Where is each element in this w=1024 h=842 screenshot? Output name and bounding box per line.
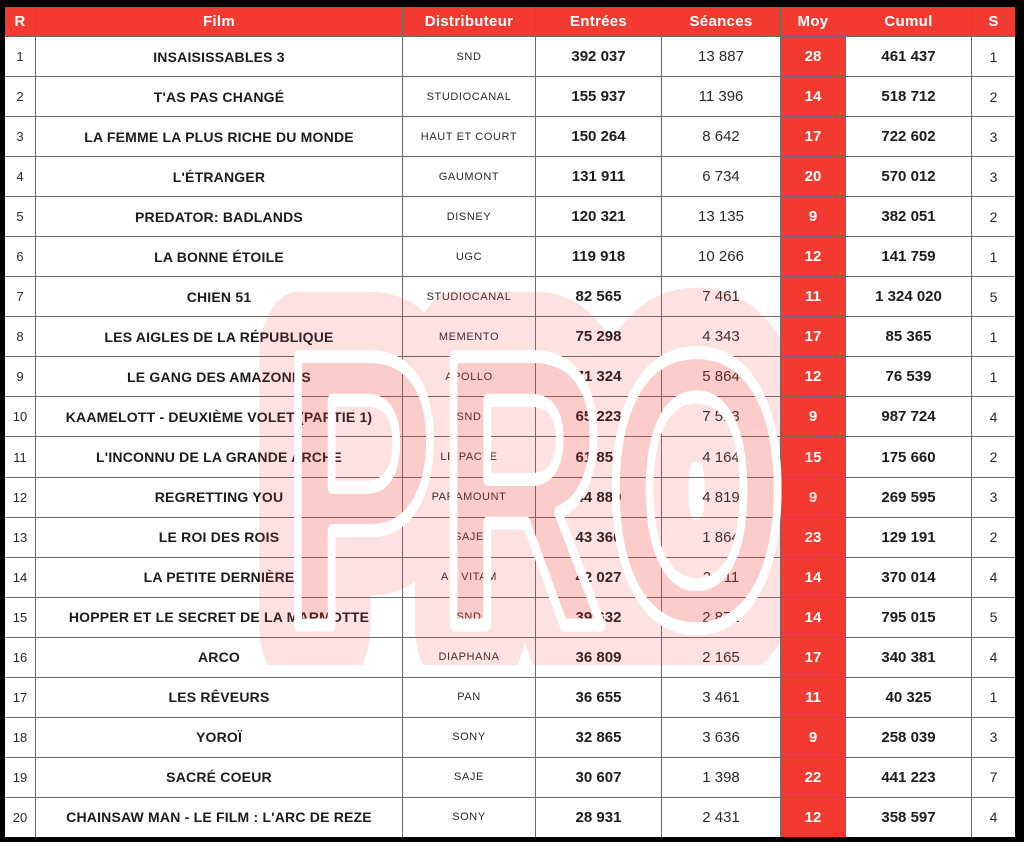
weeks-cell: 4	[972, 638, 1015, 677]
cumulative-cell: 441 223	[846, 758, 971, 797]
cumulative-cell: 175 660	[846, 437, 971, 476]
average-cell: 22	[781, 758, 845, 797]
rank-cell: 10	[5, 397, 35, 436]
screenings-cell: 2 911	[662, 558, 780, 597]
weeks-cell: 3	[972, 478, 1015, 517]
distributor-cell: PARAMOUNT	[403, 478, 535, 517]
average-cell: 12	[781, 357, 845, 396]
average-cell: 9	[781, 397, 845, 436]
film-cell: LE GANG DES AMAZONES	[36, 357, 402, 396]
weeks-cell: 4	[972, 397, 1015, 436]
rank-cell: 18	[5, 718, 35, 757]
entries-cell: 43 360	[536, 518, 661, 557]
cumulative-cell: 722 602	[846, 117, 971, 156]
film-cell: YOROÏ	[36, 718, 402, 757]
weeks-cell: 2	[972, 437, 1015, 476]
rank-cell: 14	[5, 558, 35, 597]
cumulative-cell: 141 759	[846, 237, 971, 276]
entries-cell: 155 937	[536, 77, 661, 116]
weeks-cell: 2	[972, 518, 1015, 557]
rank-cell: 9	[5, 357, 35, 396]
screenings-cell: 13 887	[662, 37, 780, 76]
rank-cell: 4	[5, 157, 35, 196]
entries-cell: 42 027	[536, 558, 661, 597]
film-cell: L'ÉTRANGER	[36, 157, 402, 196]
screenings-cell: 13 135	[662, 197, 780, 236]
distributor-cell: PAN	[403, 678, 535, 717]
entries-cell: 30 607	[536, 758, 661, 797]
average-cell: 23	[781, 518, 845, 557]
screenings-cell: 4 164	[662, 437, 780, 476]
distributor-cell: STUDIOCANAL	[403, 77, 535, 116]
rank-cell: 11	[5, 437, 35, 476]
cumulative-cell: 340 381	[846, 638, 971, 677]
distributor-cell: HAUT ET COURT	[403, 117, 535, 156]
cumulative-cell: 795 015	[846, 598, 971, 637]
weeks-cell: 5	[972, 277, 1015, 316]
average-cell: 9	[781, 197, 845, 236]
screenings-cell: 2 872	[662, 598, 780, 637]
film-cell: KAAMELOTT - DEUXIÈME VOLET (PARTIE 1)	[36, 397, 402, 436]
screenings-cell: 10 266	[662, 237, 780, 276]
film-cell: PREDATOR: BADLANDS	[36, 197, 402, 236]
cumulative-cell: 85 365	[846, 317, 971, 356]
cumulative-cell: 461 437	[846, 37, 971, 76]
rank-cell: 8	[5, 317, 35, 356]
average-cell: 12	[781, 798, 845, 837]
average-cell: 12	[781, 237, 845, 276]
distributor-cell: SONY	[403, 798, 535, 837]
weeks-cell: 3	[972, 718, 1015, 757]
weeks-cell: 1	[972, 237, 1015, 276]
weeks-cell: 7	[972, 758, 1015, 797]
cumulative-cell: 987 724	[846, 397, 971, 436]
weeks-cell: 3	[972, 117, 1015, 156]
rank-cell: 6	[5, 237, 35, 276]
weeks-cell: 4	[972, 558, 1015, 597]
screenings-cell: 8 642	[662, 117, 780, 156]
average-cell: 28	[781, 37, 845, 76]
film-cell: CHAINSAW MAN - LE FILM : L'ARC DE REZE	[36, 798, 402, 837]
rank-cell: 16	[5, 638, 35, 677]
entries-cell: 150 264	[536, 117, 661, 156]
average-cell: 15	[781, 437, 845, 476]
film-cell: T'AS PAS CHANGÉ	[36, 77, 402, 116]
rank-cell: 19	[5, 758, 35, 797]
cumulative-cell: 358 597	[846, 798, 971, 837]
entries-cell: 131 911	[536, 157, 661, 196]
screenings-cell: 2 431	[662, 798, 780, 837]
screenings-cell: 7 513	[662, 397, 780, 436]
film-cell: LES RÊVEURS	[36, 678, 402, 717]
cumulative-cell: 570 012	[846, 157, 971, 196]
entries-cell: 36 655	[536, 678, 661, 717]
screenings-cell: 3 461	[662, 678, 780, 717]
screenings-cell: 4 343	[662, 317, 780, 356]
distributor-cell: SND	[403, 37, 535, 76]
film-cell: LA FEMME LA PLUS RICHE DU MONDE	[36, 117, 402, 156]
film-cell: LA PETITE DERNIÈRE	[36, 558, 402, 597]
weeks-cell: 5	[972, 598, 1015, 637]
entries-cell: 65 223	[536, 397, 661, 436]
average-cell: 17	[781, 638, 845, 677]
screenings-cell: 1 398	[662, 758, 780, 797]
entries-cell: 32 865	[536, 718, 661, 757]
distributor-cell: SAJE	[403, 518, 535, 557]
distributor-cell: SONY	[403, 718, 535, 757]
weeks-cell: 3	[972, 157, 1015, 196]
average-cell: 14	[781, 77, 845, 116]
film-cell: LES AIGLES DE LA RÉPUBLIQUE	[36, 317, 402, 356]
average-cell: 17	[781, 117, 845, 156]
screenings-cell: 6 734	[662, 157, 780, 196]
weeks-cell: 1	[972, 357, 1015, 396]
header-screenings: Séances	[662, 7, 780, 36]
film-cell: CHIEN 51	[36, 277, 402, 316]
header-distributor: Distributeur	[403, 7, 535, 36]
entries-cell: 44 880	[536, 478, 661, 517]
entries-cell: 82 565	[536, 277, 661, 316]
screenings-cell: 11 396	[662, 77, 780, 116]
weeks-cell: 1	[972, 678, 1015, 717]
cumulative-cell: 382 051	[846, 197, 971, 236]
weeks-cell: 2	[972, 77, 1015, 116]
rank-cell: 1	[5, 37, 35, 76]
average-cell: 14	[781, 598, 845, 637]
entries-cell: 71 324	[536, 357, 661, 396]
distributor-cell: STUDIOCANAL	[403, 277, 535, 316]
header-weeks: S	[972, 7, 1015, 36]
header-entries: Entrées	[536, 7, 661, 36]
rank-cell: 5	[5, 197, 35, 236]
box-office-table	[5, 7, 1015, 837]
cumulative-cell: 1 324 020	[846, 277, 971, 316]
film-cell: LA BONNE ÉTOILE	[36, 237, 402, 276]
distributor-cell: APOLLO	[403, 357, 535, 396]
cumulative-cell: 129 191	[846, 518, 971, 557]
average-cell: 17	[781, 317, 845, 356]
weeks-cell: 4	[972, 798, 1015, 837]
header-cumulative: Cumul	[846, 7, 971, 36]
rank-cell: 7	[5, 277, 35, 316]
film-cell: LE ROI DES ROIS	[36, 518, 402, 557]
entries-cell: 392 037	[536, 37, 661, 76]
cumulative-cell: 269 595	[846, 478, 971, 517]
header-average: Moy	[781, 7, 845, 36]
screenings-cell: 7 461	[662, 277, 780, 316]
average-cell: 11	[781, 678, 845, 717]
distributor-cell: SAJE	[403, 758, 535, 797]
header-rank: R	[5, 7, 35, 36]
entries-cell: 61 855	[536, 437, 661, 476]
weeks-cell: 1	[972, 37, 1015, 76]
cumulative-cell: 258 039	[846, 718, 971, 757]
average-cell: 20	[781, 157, 845, 196]
film-cell: L'INCONNU DE LA GRANDE ARCHE	[36, 437, 402, 476]
screenings-cell: 1 864	[662, 518, 780, 557]
film-cell: REGRETTING YOU	[36, 478, 402, 517]
average-cell: 9	[781, 478, 845, 517]
distributor-cell: AD VITAM	[403, 558, 535, 597]
screenings-cell: 4 819	[662, 478, 780, 517]
weeks-cell: 1	[972, 317, 1015, 356]
distributor-cell: GAUMONT	[403, 157, 535, 196]
film-cell: INSAISISSABLES 3	[36, 37, 402, 76]
cumulative-cell: 76 539	[846, 357, 971, 396]
header-film: Film	[36, 7, 402, 36]
screenings-cell: 3 636	[662, 718, 780, 757]
entries-cell: 120 321	[536, 197, 661, 236]
rank-cell: 17	[5, 678, 35, 717]
rank-cell: 15	[5, 598, 35, 637]
average-cell: 9	[781, 718, 845, 757]
cumulative-cell: 40 325	[846, 678, 971, 717]
entries-cell: 119 918	[536, 237, 661, 276]
film-cell: ARCO	[36, 638, 402, 677]
film-cell: HOPPER ET LE SECRET DE LA MARMOTTE	[36, 598, 402, 637]
rank-cell: 13	[5, 518, 35, 557]
screenings-cell: 5 864	[662, 357, 780, 396]
entries-cell: 28 931	[536, 798, 661, 837]
distributor-cell: LE PACTE	[403, 437, 535, 476]
cumulative-cell: 518 712	[846, 77, 971, 116]
average-cell: 11	[781, 277, 845, 316]
distributor-cell: UGC	[403, 237, 535, 276]
entries-cell: 75 298	[536, 317, 661, 356]
film-cell: SACRÉ COEUR	[36, 758, 402, 797]
cumulative-cell: 370 014	[846, 558, 971, 597]
average-cell: 14	[781, 558, 845, 597]
rank-cell: 3	[5, 117, 35, 156]
distributor-cell: SND	[403, 397, 535, 436]
distributor-cell: DISNEY	[403, 197, 535, 236]
entries-cell: 36 809	[536, 638, 661, 677]
rank-cell: 2	[5, 77, 35, 116]
distributor-cell: MEMENTO	[403, 317, 535, 356]
weeks-cell: 2	[972, 197, 1015, 236]
distributor-cell: SND	[403, 598, 535, 637]
rank-cell: 20	[5, 798, 35, 837]
entries-cell: 39 632	[536, 598, 661, 637]
distributor-cell: DIAPHANA	[403, 638, 535, 677]
rank-cell: 12	[5, 478, 35, 517]
screenings-cell: 2 165	[662, 638, 780, 677]
